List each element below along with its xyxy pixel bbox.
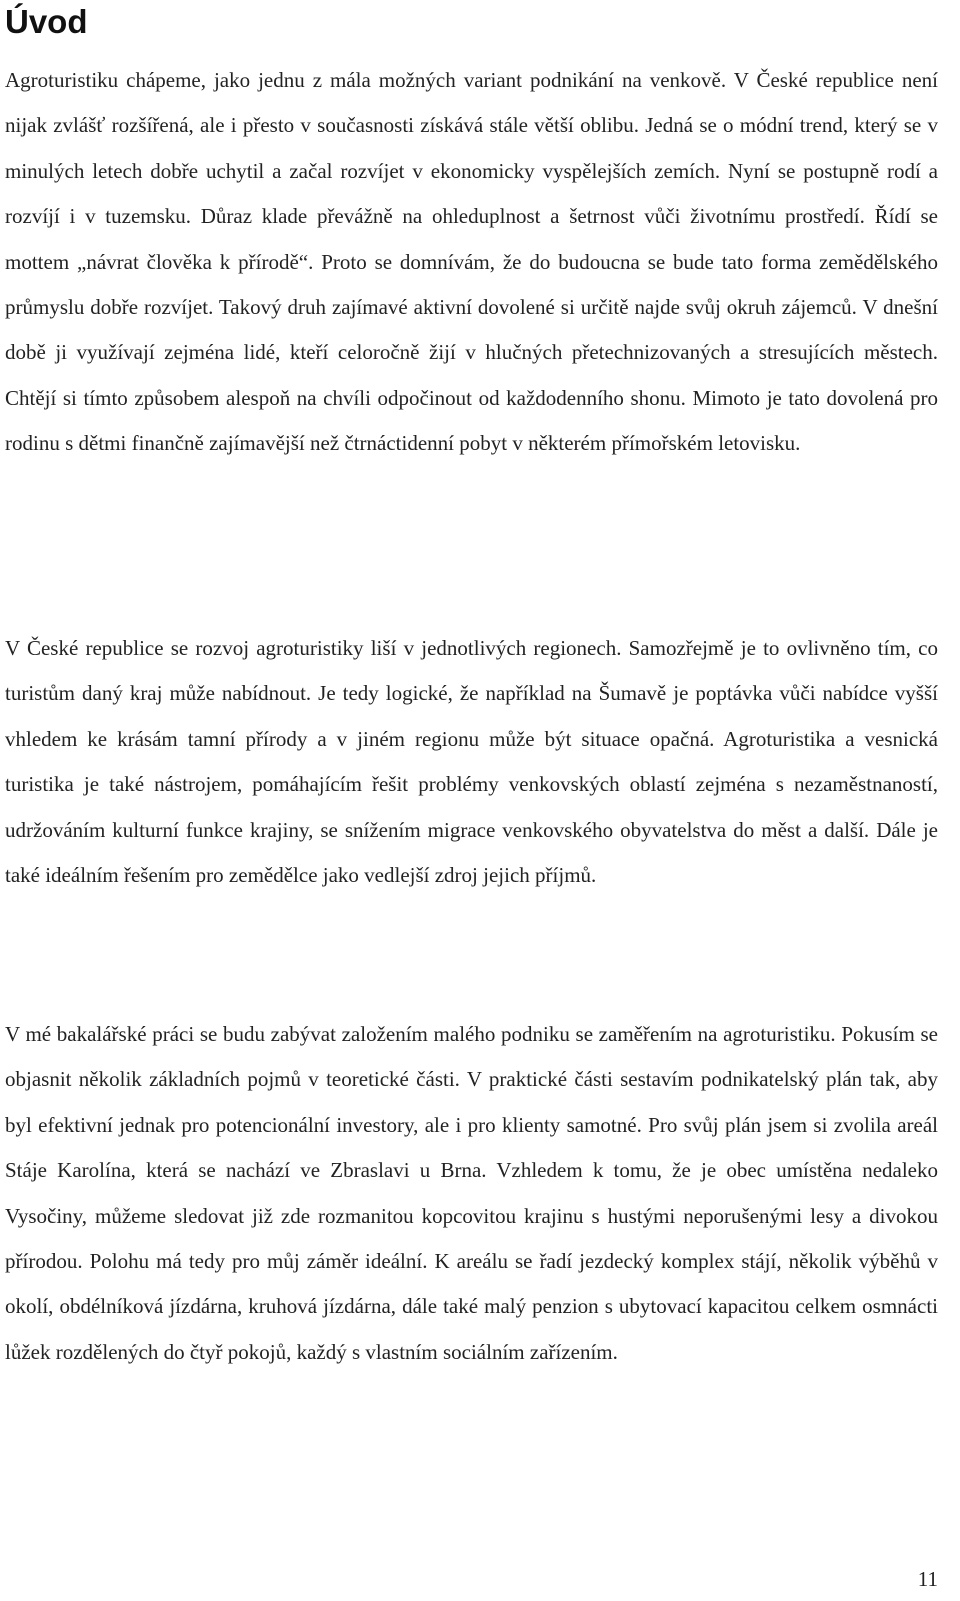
page-number: 11 xyxy=(917,1567,938,1591)
paragraph-thesis-aim: V mé bakalářské práci se budu zabývat založením malého podniku se zaměřením na agroturistiku. Pokusím se objasnit několik základních pojmů v teoretické části. V praktické části sestavím podnikatelský plán tak, aby byl efektivní jednak pro potencionální investory, ale i pro klienty samotné. Pro svůj plán jsem si zvolila areál Stáje Karolína, která se nachází ve Zbraslavi u Brna. Vzhledem k tomu, že je obec umístěna nedaleko Vysočiny, můžeme sledovat již zde rozmanitou kopcovitou krajinu s hustými neporušenými lesy a divokou přírodou. Polohu má tedy pro můj záměr ideální. K areálu se řadí jezdecký komplex stájí, několik výběhů v okolí, obdélníková jízdárna, kruhová jízdárna, dále také malý penzion s ubytovací kapacitou celkem osmnácti lůžek rozdělených do čtyř pokojů, každý s vlastním sociálním zařízením. xyxy=(5,1022,938,1364)
paragraph-intro: Agroturistiku chápeme, jako jednu z mála možných variant podnikání na venkově. V České republice není nijak zvlášť rozšířená, ale i přesto v současnosti získává stále větší oblibu. Jedná se o módní trend, který se v minulých letech dobře uchytil a začal rozvíjet v ekonomicky vyspělejších zemích. Nyní se postupně rodí a rozvíjí i v tuzemsku. Důraz klade převážně na ohleduplnost a šetrnost vůči životnímu prostředí. Řídí se mottem „návrat člověka k přírodě“. Proto se domnívám, že do budoucna se bude tato forma zemědělského průmyslu dobře rozvíjet. Takový druh zajímavé aktivní dovolené si určitě najde svůj okruh zájemců. V dnešní době ji využívají zejména lidé, kteří celoročně žijí v hlučných přetechnizovaných a stresujících městech. Chtějí si tímto způsobem alespoň na chvíli odpočinout od každodenního shonu. Mimoto je tato dovolená pro rodinu s dětmi finančně zajímavější než čtrnáctidenní pobyt v některém přímořském letovisku. xyxy=(5,68,938,456)
paragraph-regions: V České republice se rozvoj agroturistiky liší v jednotlivých regionech. Samozřejmě je to ovlivněno tím, co turistům daný kraj může nabídnout. Je tedy logické, že například na Šumavě je poptávka vůči nabídce vyšší vhledem ke krásám tamní přírody a v jiném regionu může být situace opačná. Agroturistika a vesnická turistika je také nástrojem, pomáhajícím řešit problémy venkovských oblastí zejména s nezaměstnaností, udržováním kulturní funkce krajiny, se snížením migrace venkovského obyvatelstva do měst a další. Dále je také ideálním řešením pro zemědělce jako vedlejší zdroj jejich příjmů. xyxy=(5,636,938,888)
section-heading: Úvod xyxy=(5,3,88,40)
